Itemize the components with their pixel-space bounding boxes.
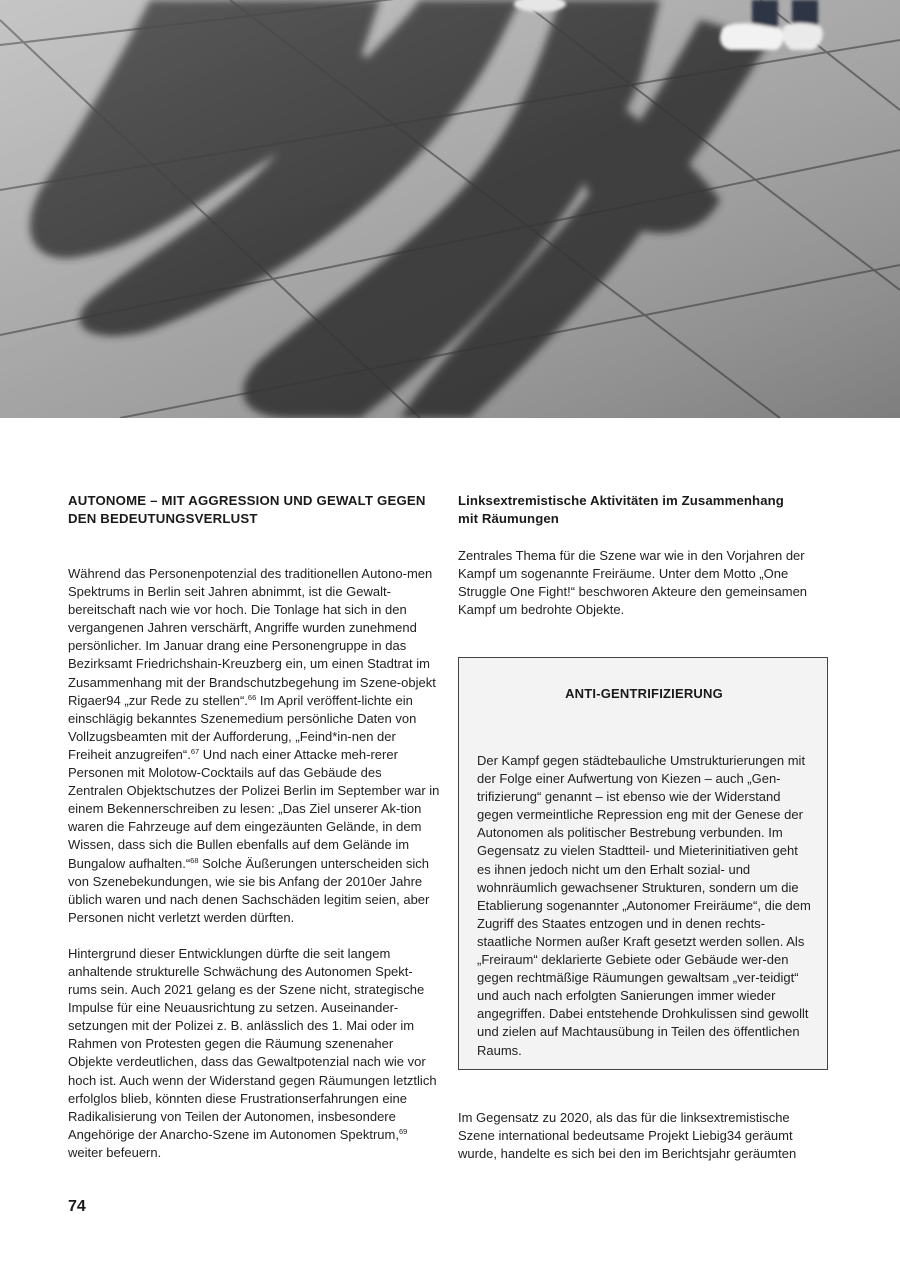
page-number: 74 [68,1198,86,1215]
section-heading [68,492,440,528]
info-box-text: Der Kampf gegen städtebauliche Umstrukturierungen mit der Folge einer Aufwertung von Kiezen – auch „Gen-trifizierung“ genannt – ist ebenso wie der Widerstand gegen vermeintliche Repression eng mit der Genese der Autonomen als politischer Bestrebung verbunden. Im Gegensatz zu vielen Stadtteil- und Mieterinitiativen geht es ihnen jedoch nicht um den Erhalt sozial- und wohnräumlich gewachsener Strukturen, sondern um die Etablierung sogenannter „Autonomer Freiräume“, die dem Zugriff des Staates entzogen und in denen rechts-staatliche Normen außer Kraft gesetzt werden sollen. Als „Freiraum“ deklarierte Gebiete oder Gebäude wer-den gegen rechtmäßige Räumungen gewaltsam „ver-teidigt“ und auch nach erfolgten Sanierungen immer wieder angegriffen. Dabei entstehende Drohkulissen sind gewollt und zielen auf Machtausübung in Teilen des öffentlichen Raums. [477,753,811,1058]
street-shadows-photo [0,0,900,418]
text-run: Im April veröffent-lichte ein einschlägig bekanntes Szenemedium persönliche Daten von Vollzugsbeamten mit der Aufforderung, „Feind*in-nen der Freiheit anzugreifen“. [68,692,417,762]
footnote-ref: 69 [398,1126,408,1136]
paragraph-autonome-2 [68,945,440,1162]
footnote-ref: 67 [190,746,200,756]
subsection-heading [458,492,830,528]
paragraph-liebig34: Im Gegensatz zu 2020, als das für die linksextremistische Szene international bedeutsame Projekt Liebig34 geräumt wurde, handelte es sich bei den im Berichtsjahr geräumten [458,1110,797,1162]
subsection-heading-line1: Linksextremistische Aktivitäten im Zusammenhang [458,493,784,508]
paragraph-raeumungen-intro: Zentrales Thema für die Szene war wie in den Vorjahren der Kampf um sogenannte Freiräume. Unter dem Motto „One Struggle One Fight!“ beschworen Akteure den gemeinsamen Kampf um bedrohte Objekte. [458,548,808,618]
section-heading-line2: DEN BEDEUTUNGSVERLUST [68,511,258,526]
info-box-anti-gentrifizierung [458,657,828,1070]
right-column [458,492,830,619]
text-run: Und nach einer Attacke meh-rerer Personen mit Molotow-Cocktails auf das Gebäude des Zentralen Objektschutzes der Polizei Berlin im September war in einem Bekennerschreiben zu lesen: „Das Ziel unserer Ak-tion waren die Fahrzeuge auf dem eingezäunten Gelände, in dem Wissen, dass sich die Bullen ebenfalls auf dem Gelände im Bungalow aufhalten.“ [68,746,440,871]
right-column-continued [458,1109,830,1163]
left-column [68,492,440,1162]
paragraph-autonome-1 [68,565,440,927]
info-box-title: ANTI-GENTRIFIZIERUNG [565,686,723,701]
subsection-heading-line2: mit Räumungen [458,511,559,526]
text-run: Solche Äußerungen unterscheiden sich von Szenebekundungen, wie sie bis Anfang der 2010er Jahre üblich waren und nach denen Sachschäden legitim seien, aber Personen nicht verletzt werden dürften. [68,855,430,925]
section-heading-line1: AUTONOME – MIT AGGRESSION UND GEWALT GEGEN [68,493,426,508]
footnote-ref: 68 [190,855,199,865]
text-run: Hintergrund dieser Entwicklungen dürfte die seit langem anhaltende strukturelle Schwächung des Autonomen Spekt-rums sein. Auch 2021 gelang es der Szene nicht, strategische Impulse für eine Neuausrichtung zu setzen. Auseinander-setzungen mit der Polizei z. B. anlässlich des 1. Mai oder im Rahmen von Protesten gegen die Räumung szenenaher Objekte verdeutlichen, dass das Gewaltpotenzial nach wie vor hoch ist. Auch wenn der Widerstand gegen Räumungen letztlich erfolglos blieb, könnten diese Frustrationserfahrungen eine Radikalisierung von Teilen der Autonomen, insbesondere Angehörige der Anarcho-Szene im Autonomen Spektrum, [68,945,437,1142]
text-run: Während das Personenpotenzial des traditionellen Autono-men Spektrums in Berlin seit Jahren abnimmt, ist die Gewalt-bereitschaft nach wie vor hoch. Die Tonlage hat sich in den vergangenen Jahren verschärft, Angriffe wurden zunehmend persönlicher. Im Januar drang eine Personengruppe in das Bezirksamt Friedrichshain-Kreuzberg ein, um einen Stadtrat im Zusammenhang mit der Brandschutzbegehung im Szene-objekt Rigaer94 „zur Rede zu stellen“. [68,566,436,708]
footnote-ref: 66 [247,692,257,702]
text-run: weiter befeuern. [68,1144,162,1160]
